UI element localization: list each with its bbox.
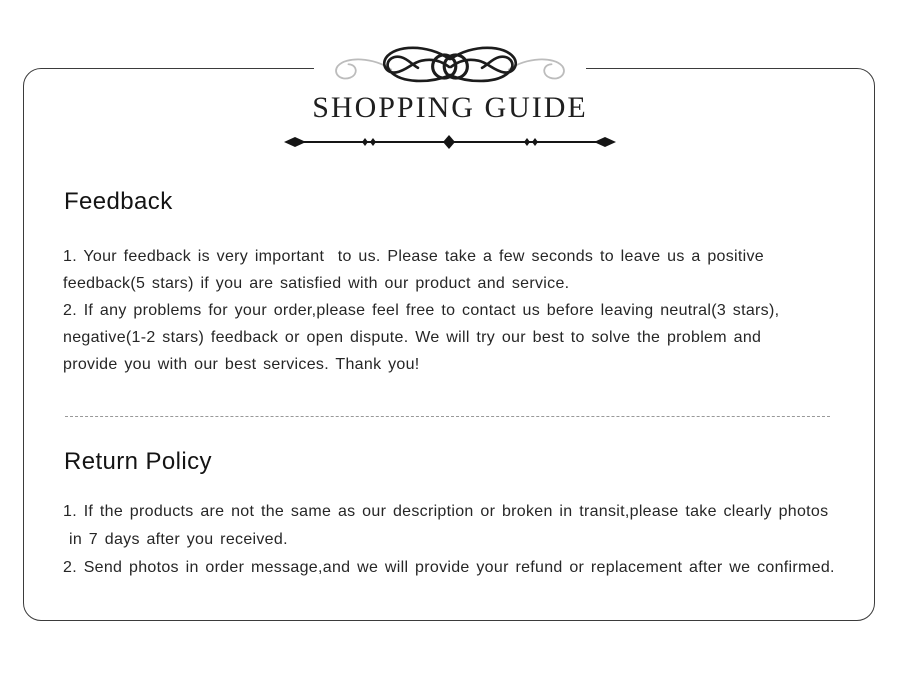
- text-line: 1. If the products are not the same as our description or broken in transit,please take clearly photos: [63, 503, 829, 520]
- return-policy-heading: Return Policy: [64, 448, 212, 475]
- text-line: feedback(5 stars) if you are satisfied with our product and service.: [63, 275, 570, 292]
- divider-small-diamond-icon: [524, 138, 530, 146]
- text-line: in 7 days after you received.: [69, 531, 288, 548]
- dashed-section-divider: [65, 416, 830, 417]
- text-line: negative(1-2 stars) feedback or open dispute. We will try our best to solve the problem and: [63, 329, 762, 346]
- feedback-heading: Feedback: [64, 188, 173, 215]
- divider-end-diamond-left-icon: [284, 137, 306, 147]
- divider-small-diamond-icon: [362, 138, 368, 146]
- divider-end-diamond-right-icon: [594, 137, 616, 147]
- page-title: SHOPPING GUIDE: [312, 91, 588, 124]
- text-line: provide you with our best services. Thank you!: [63, 356, 420, 373]
- diamond-line-divider-icon: [285, 134, 615, 149]
- divider-center-diamond-icon: [443, 135, 455, 149]
- return-policy-text: [63, 498, 835, 582]
- feedback-text: [63, 243, 779, 378]
- divider-small-diamond-icon: [532, 138, 538, 146]
- text-line: 2. If any problems for your order,please feel free to contact us before leaving neutral(3 stars),: [63, 302, 780, 319]
- text-line: 1. Your feedback is very important to us. Please take a few seconds to leave us a positive: [63, 248, 764, 265]
- calligraphic-flourish-icon: [314, 41, 586, 91]
- divider-small-diamond-icon: [370, 138, 376, 146]
- text-line: 2. Send photos in order message,and we will provide your refund or replacement after we confirmed.: [63, 559, 835, 576]
